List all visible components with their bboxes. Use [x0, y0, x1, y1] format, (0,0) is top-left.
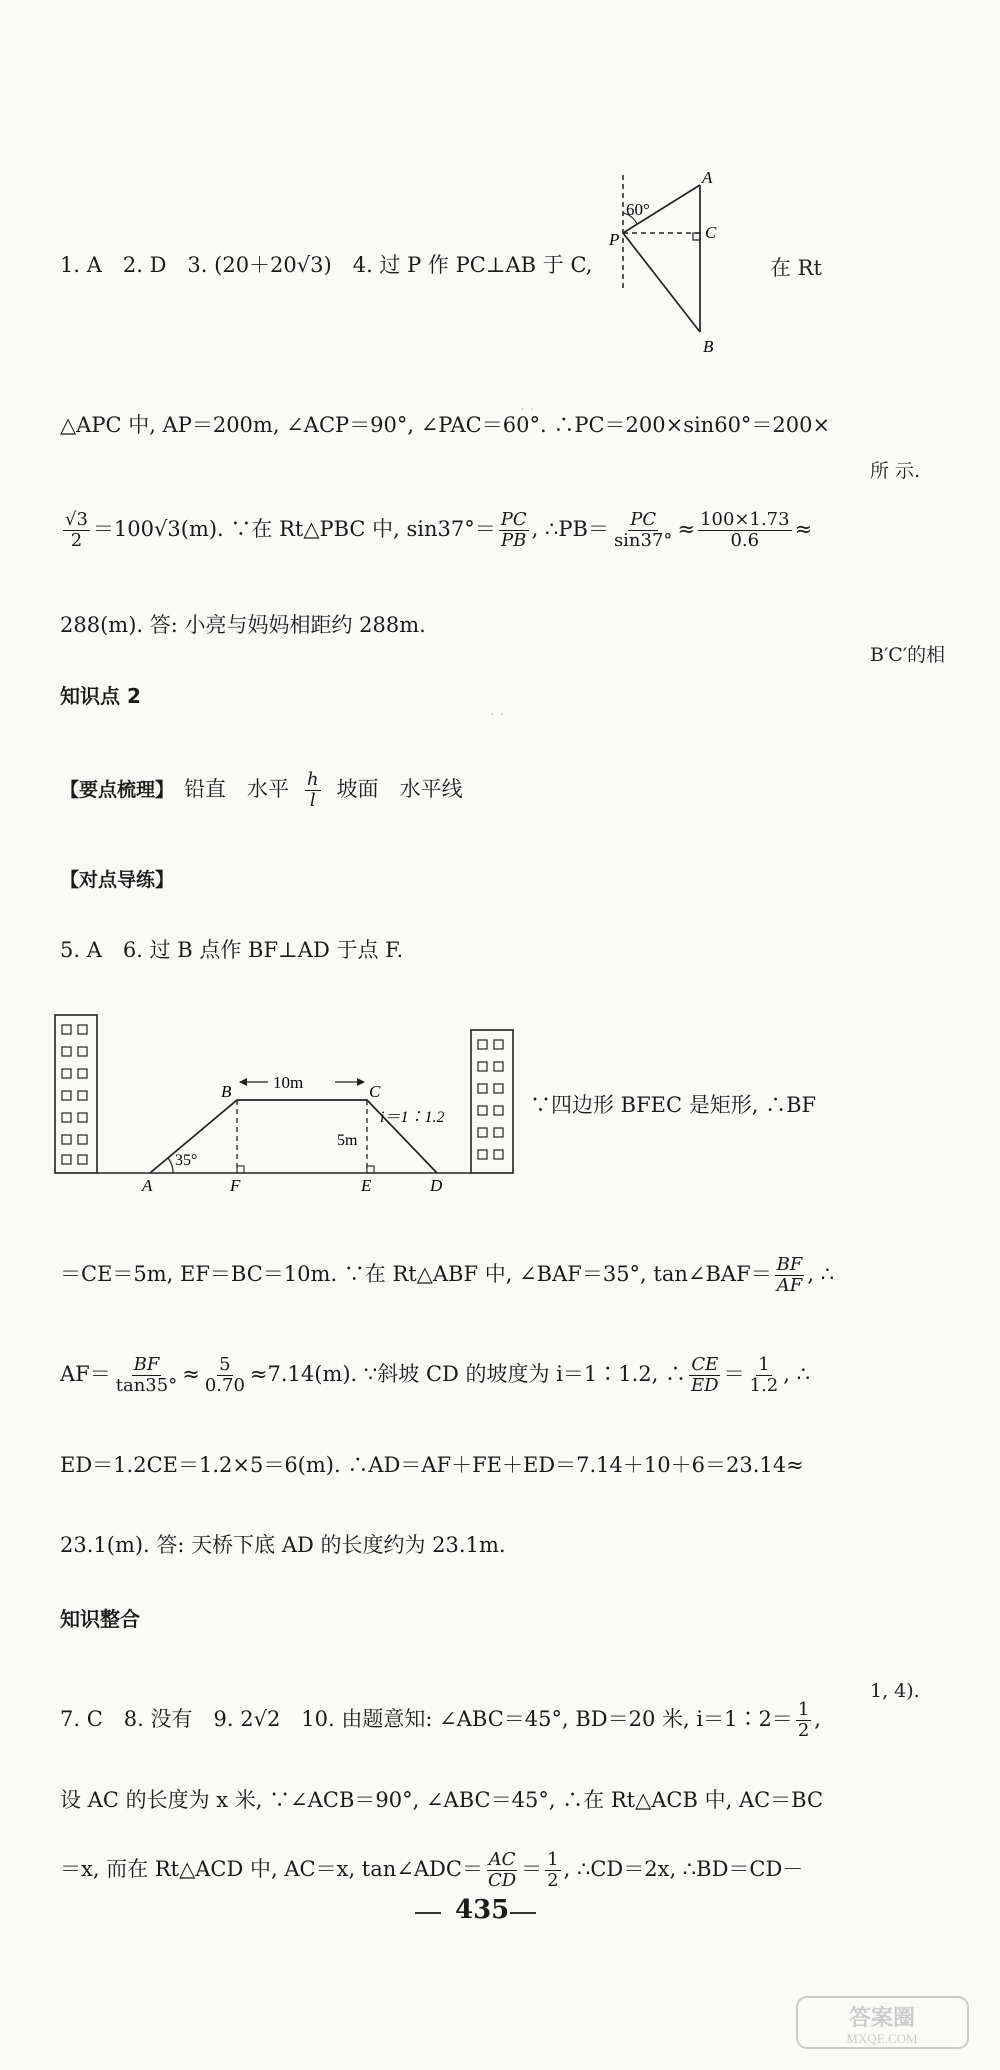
- fraction-5-over-070: $\frac{5}{0.70}$: [204, 1354, 245, 1396]
- page-number-dash-left: [415, 1912, 441, 1914]
- fig2-label-b: B: [221, 1082, 232, 1101]
- fraction-173-over-06: $\frac{100\times 1.73}{0.6}$: [700, 509, 790, 551]
- answer-line-6: ＝CE＝5m, EF＝BC＝10m. ∵在 Rt△ABF 中, ∠BAF＝35°, tan∠BAF＝ $\frac{BF}{AF}$ , ∴: [60, 1254, 835, 1296]
- page-number: 435: [455, 1895, 510, 1925]
- fraction-ac-over-cd: $\frac{AC}{CD}$: [487, 1849, 517, 1891]
- fig2-angle: 35°: [175, 1152, 198, 1169]
- answers-1-4: 1. A 2. D 3. (20＋20√3) 4. 过 P 作 PC⊥AB 于 C,: [60, 253, 593, 277]
- heading-knowledge-integration: 知识整合: [60, 1607, 140, 1631]
- fraction-bf-over-tan35: $\frac{BF}{\tan 35^\circ}$: [115, 1354, 178, 1396]
- fraction-bf-over-af: $\frac{BF}{AF}$: [776, 1254, 803, 1296]
- side-fragment-bc: B′C′的相: [870, 644, 946, 666]
- fig2-label-a: A: [142, 1176, 153, 1195]
- fig2-label-c: C: [369, 1082, 381, 1101]
- answer-line-3: $\frac{√3}{2}$ ＝100√3(m). ∵在 Rt△PBC 中, sin37°＝ $\frac{PC}{PB}$ , ∴PB＝ $\frac{PC}{\sin 37^\circ}$ ≈ $\frac{100\times 1.73}{0.6}$ ≈: [65, 509, 813, 551]
- figure-bridge: [45, 1005, 525, 1195]
- side-fragment-14: 1, 4).: [870, 1680, 920, 1702]
- fig2-slope-ratio: i＝1∶1.2: [380, 1109, 445, 1126]
- fraction-h-over-l: $\frac{h}{l}$: [307, 769, 319, 811]
- answer-line-7: AF＝ $\frac{BF}{\tan 35^\circ}$ ≈ $\frac{5}{0.70}$ ≈7.14(m). ∵斜坡 CD 的坡度为 i＝1∶1.2, ∴ $\frac{CE}{ED}$ ＝ $\frac{1}{1.2}$ , ∴: [60, 1354, 810, 1396]
- key-points-label: 【要点梳理】: [60, 779, 175, 801]
- line1-tail: 在 Rt: [770, 256, 822, 280]
- answer-line-2: △APC 中, AP＝200m, ∠ACP＝90°, ∠PAC＝60°. ∴PC＝200×sin60°＝200×: [60, 413, 831, 437]
- answer-line-8: ED＝1.2CE＝1.2×5＝6(m). ∴AD＝AF＋FE＋ED＝7.14＋10＋6＝23.14≈: [60, 1453, 804, 1477]
- fig1-label-c: C: [705, 223, 717, 242]
- fraction-1-over-2-b: $\frac{1}{2}$: [547, 1849, 559, 1891]
- answer-line-12: ＝x, 而在 Rt△ACD 中, AC＝x, tan∠ADC＝ $\frac{AC}{CD}$ ＝ $\frac{1}{2}$ , ∴CD＝2x, ∴BD＝CD－: [60, 1849, 804, 1891]
- fig1-label-a: A: [702, 168, 713, 187]
- fig1-label-p: P: [609, 230, 620, 249]
- answer-line-11: 设 AC 的长度为 x 米, ∵∠ACB＝90°, ∠ABC＝45°, ∴在 Rt△ACB 中, AC＝BC: [60, 1788, 824, 1812]
- fig1-label-b: B: [703, 337, 714, 356]
- fraction-sqrt3-over-2: $\frac{√3}{2}$: [65, 509, 88, 551]
- fraction-pc-over-pb: $\frac{PC}{PB}$: [500, 509, 527, 551]
- key-points-line: 【要点梳理】 铅直 水平 $\frac{h}{l}$ 坡面 水平线: [60, 769, 463, 811]
- fig2-top-length: 10m: [273, 1073, 304, 1092]
- answer-line-4: 288(m). 答: 小亮与妈妈相距约 288m.: [60, 613, 426, 637]
- fig1-angle-label: 60°: [626, 200, 650, 219]
- fig2-height: 5m: [337, 1132, 358, 1149]
- answer-line-9: 23.1(m). 答: 天桥下底 AD 的长度约为 23.1m.: [60, 1533, 506, 1557]
- page-number-dash-right: [510, 1912, 536, 1914]
- fraction-ce-over-ed: $\frac{CE}{ED}$: [691, 1354, 719, 1396]
- answer-line-1: [60, 250, 592, 280]
- fig2-side-text: ∵四边形 BFEC 是矩形, ∴BF: [530, 1093, 817, 1117]
- answer-line-5: 5. A 6. 过 B 点作 BF⊥AD 于点 F.: [60, 938, 404, 962]
- heading-knowledge-point-2: 知识点 2: [60, 684, 141, 708]
- side-fragment-suoshi: 所 示.: [870, 460, 921, 482]
- fig2-label-d: D: [430, 1176, 443, 1195]
- svg-text:MXQE.COM: MXQE.COM: [846, 2031, 918, 2046]
- fig2-label-e: E: [361, 1176, 372, 1195]
- fraction-1-over-12: $\frac{1}{1.2}$: [749, 1354, 779, 1396]
- fig2-label-f: F: [230, 1176, 241, 1195]
- fraction-pc-over-sin37: $\frac{PC}{\sin 37^\circ}$: [613, 509, 673, 551]
- watermark-logo: [795, 1995, 970, 2050]
- fraction-1-over-2: $\frac{1}{2}$: [797, 1699, 810, 1741]
- heading-practice: 【对点导练】: [60, 869, 175, 891]
- answer-line-10: 7. C 8. 没有 9. 2√2 10. 由题意知: ∠ABC＝45°, BD＝20 米, i＝1∶2＝ $\frac{1}{2}$ ,: [60, 1699, 821, 1741]
- figure-triangle-apb: [609, 168, 745, 356]
- svg-text:答案圈: 答案圈: [848, 2005, 916, 2030]
